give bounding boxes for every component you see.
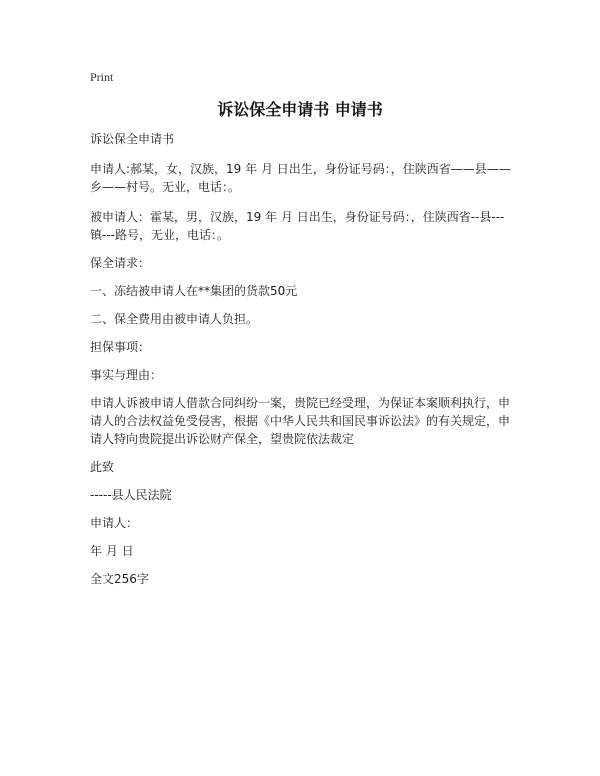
request-item-1: 一、冻结被申请人在**集团的货款50元	[90, 284, 298, 298]
facts-paragraph: 申请人诉被申请人借款合同纠纷一案，贵院已经受理，为保证本案顺利执行，申请人的合法权益免受侵害，根据《中华人民共和国民事诉讼法》的有关规定，申请人特向贵院提出诉讼财产保全，望贵院依法裁定	[90, 396, 511, 446]
word-count: 全文256字	[90, 572, 149, 586]
facts-heading: 事实与理由：	[90, 368, 163, 382]
salutation: 此致	[90, 460, 115, 474]
request-heading: 保全请求：	[90, 256, 151, 270]
page-title: 诉讼保全申请书 申请书	[217, 100, 383, 119]
document-heading: 诉讼保全申请书	[90, 132, 175, 146]
date-line: 年 月 日	[90, 544, 134, 558]
document-body	[90, 130, 520, 588]
guarantee-heading: 担保事项：	[90, 340, 151, 354]
court-name: -----县人民法院	[90, 488, 172, 502]
request-item-2: 二、保全费用由被申请人负担。	[90, 312, 259, 326]
signature-line: 申请人：	[90, 516, 139, 530]
print-link[interactable]: Print	[90, 70, 114, 84]
respondent-paragraph: 被申请人：霍某，男，汉族，19 年 月 日出生，身份证号码：，住陕西省--县---镇---路号，无业，电话：。	[90, 210, 505, 242]
applicant-paragraph: 申请人:郝某，女，汉族，19 年 月 日出生，身份证号码：，住陕西省——县——乡——村号。无业，电话：。	[90, 162, 511, 194]
